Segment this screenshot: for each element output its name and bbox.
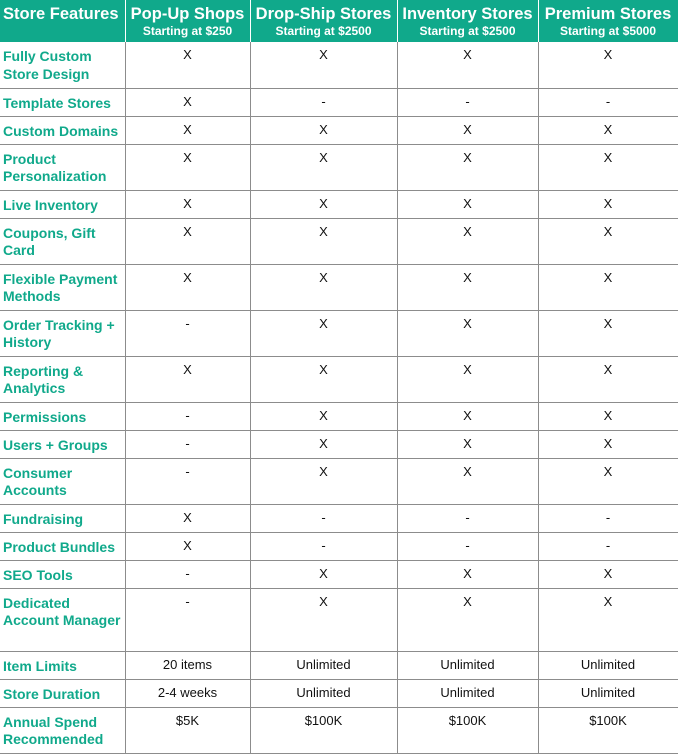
plan-name: Pop-Up Shops xyxy=(130,5,245,23)
feature-value: X xyxy=(538,588,678,651)
table-row xyxy=(0,504,678,532)
header-plan-drop-ship-stores xyxy=(250,0,397,42)
table-row xyxy=(0,218,678,264)
feature-value: Unlimited xyxy=(538,679,678,707)
plan-name: Premium Stores xyxy=(544,5,672,23)
feature-value: 2-4 weeks xyxy=(125,679,250,707)
feature-value: X xyxy=(125,116,250,144)
feature-value: X xyxy=(250,402,397,430)
feature-value: X xyxy=(538,264,678,310)
feature-value: X xyxy=(125,264,250,310)
table-row xyxy=(0,588,678,651)
feature-value: - xyxy=(538,88,678,116)
feature-value: $5K xyxy=(125,707,250,753)
feature-value: X xyxy=(397,190,538,218)
feature-label: Permissions xyxy=(0,402,125,430)
feature-value: - xyxy=(125,402,250,430)
feature-value: X xyxy=(250,458,397,504)
feature-value: - xyxy=(125,458,250,504)
feature-value: X xyxy=(250,116,397,144)
plan-name: Inventory Stores xyxy=(402,5,533,23)
feature-value: X xyxy=(538,356,678,402)
table-row xyxy=(0,651,678,679)
feature-value: - xyxy=(125,310,250,356)
feature-value: - xyxy=(125,430,250,458)
feature-value: - xyxy=(125,588,250,651)
table-row xyxy=(0,88,678,116)
table-row xyxy=(0,42,678,88)
feature-value: - xyxy=(250,88,397,116)
feature-value: X xyxy=(125,88,250,116)
plan-price: Starting at $2500 xyxy=(419,24,516,38)
table-row xyxy=(0,144,678,190)
feature-value: X xyxy=(250,264,397,310)
plan-price: Starting at $2500 xyxy=(275,24,372,38)
feature-value: X xyxy=(538,560,678,588)
feature-value: X xyxy=(125,356,250,402)
feature-value: $100K xyxy=(538,707,678,753)
header-title: Store Features xyxy=(3,5,119,23)
feature-label: Product Personalization xyxy=(0,144,125,190)
feature-label: Flexible Payment Methods xyxy=(0,264,125,310)
header-plan-inventory-stores xyxy=(397,0,538,42)
plan-price: Starting at $250 xyxy=(142,24,233,38)
feature-value: Unlimited xyxy=(538,651,678,679)
feature-value: X xyxy=(125,218,250,264)
feature-value: Unlimited xyxy=(397,679,538,707)
feature-value: X xyxy=(397,402,538,430)
table-row xyxy=(0,190,678,218)
header-row xyxy=(0,0,678,42)
feature-value: X xyxy=(397,458,538,504)
feature-value: Unlimited xyxy=(250,679,397,707)
feature-label: Order Tracking + History xyxy=(0,310,125,356)
feature-value: X xyxy=(538,402,678,430)
table-row xyxy=(0,116,678,144)
feature-value: X xyxy=(538,430,678,458)
feature-value: X xyxy=(250,560,397,588)
feature-value: X xyxy=(250,42,397,88)
feature-value: X xyxy=(538,218,678,264)
table-row xyxy=(0,430,678,458)
plan-name: Drop-Ship Stores xyxy=(255,5,392,23)
feature-label: Consumer Accounts xyxy=(0,458,125,504)
feature-value: X xyxy=(397,218,538,264)
feature-value: Unlimited xyxy=(397,651,538,679)
feature-value: X xyxy=(125,532,250,560)
feature-value: X xyxy=(397,560,538,588)
header-plan-popup-shops xyxy=(125,0,250,42)
table-row xyxy=(0,402,678,430)
feature-value: 20 items xyxy=(125,651,250,679)
feature-label: Coupons, Gift Card xyxy=(0,218,125,264)
feature-value: - xyxy=(397,88,538,116)
feature-value: X xyxy=(250,588,397,651)
feature-value: X xyxy=(397,588,538,651)
header-plan-premium-stores xyxy=(538,0,678,42)
feature-label: Fundraising xyxy=(0,504,125,532)
table-row xyxy=(0,458,678,504)
feature-label: Fully Custom Store Design xyxy=(0,42,125,88)
feature-value: X xyxy=(538,458,678,504)
feature-value: X xyxy=(538,116,678,144)
feature-value: X xyxy=(397,430,538,458)
feature-value: - xyxy=(538,504,678,532)
table-body xyxy=(0,42,678,753)
header-store-features xyxy=(0,0,125,42)
feature-value: Unlimited xyxy=(250,651,397,679)
feature-label: SEO Tools xyxy=(0,560,125,588)
table-row xyxy=(0,532,678,560)
feature-value: - xyxy=(538,532,678,560)
feature-value: X xyxy=(250,430,397,458)
feature-value: X xyxy=(250,144,397,190)
feature-label: Item Limits xyxy=(0,651,125,679)
feature-value: - xyxy=(397,504,538,532)
table-row xyxy=(0,707,678,753)
feature-label: Custom Domains xyxy=(0,116,125,144)
feature-value: X xyxy=(397,310,538,356)
feature-value: X xyxy=(538,42,678,88)
feature-value: X xyxy=(250,356,397,402)
table-header xyxy=(0,0,678,42)
feature-label: Live Inventory xyxy=(0,190,125,218)
feature-label: Product Bundles xyxy=(0,532,125,560)
feature-value: - xyxy=(250,532,397,560)
feature-label: Store Duration xyxy=(0,679,125,707)
feature-value: $100K xyxy=(397,707,538,753)
table-row xyxy=(0,560,678,588)
feature-value: - xyxy=(125,560,250,588)
table-row xyxy=(0,679,678,707)
feature-value: X xyxy=(125,190,250,218)
feature-value: X xyxy=(397,116,538,144)
feature-value: - xyxy=(250,504,397,532)
feature-value: X xyxy=(397,356,538,402)
feature-value: X xyxy=(250,190,397,218)
feature-value: X xyxy=(538,190,678,218)
table-row xyxy=(0,310,678,356)
feature-value: $100K xyxy=(250,707,397,753)
feature-label: Dedicated Account Manager xyxy=(0,588,125,651)
feature-value: X xyxy=(250,310,397,356)
feature-value: X xyxy=(397,42,538,88)
table-row xyxy=(0,264,678,310)
feature-value: X xyxy=(538,144,678,190)
plan-price: Starting at $5000 xyxy=(559,24,657,38)
feature-label: Template Stores xyxy=(0,88,125,116)
table-row xyxy=(0,356,678,402)
feature-value: X xyxy=(125,144,250,190)
feature-value: - xyxy=(397,532,538,560)
feature-label: Reporting & Analytics xyxy=(0,356,125,402)
feature-value: X xyxy=(397,264,538,310)
feature-value: X xyxy=(250,218,397,264)
feature-value: X xyxy=(125,504,250,532)
feature-value: X xyxy=(125,42,250,88)
feature-value: X xyxy=(397,144,538,190)
feature-label: Annual Spend Recommended xyxy=(0,707,125,753)
feature-label: Users + Groups xyxy=(0,430,125,458)
feature-value: X xyxy=(538,310,678,356)
